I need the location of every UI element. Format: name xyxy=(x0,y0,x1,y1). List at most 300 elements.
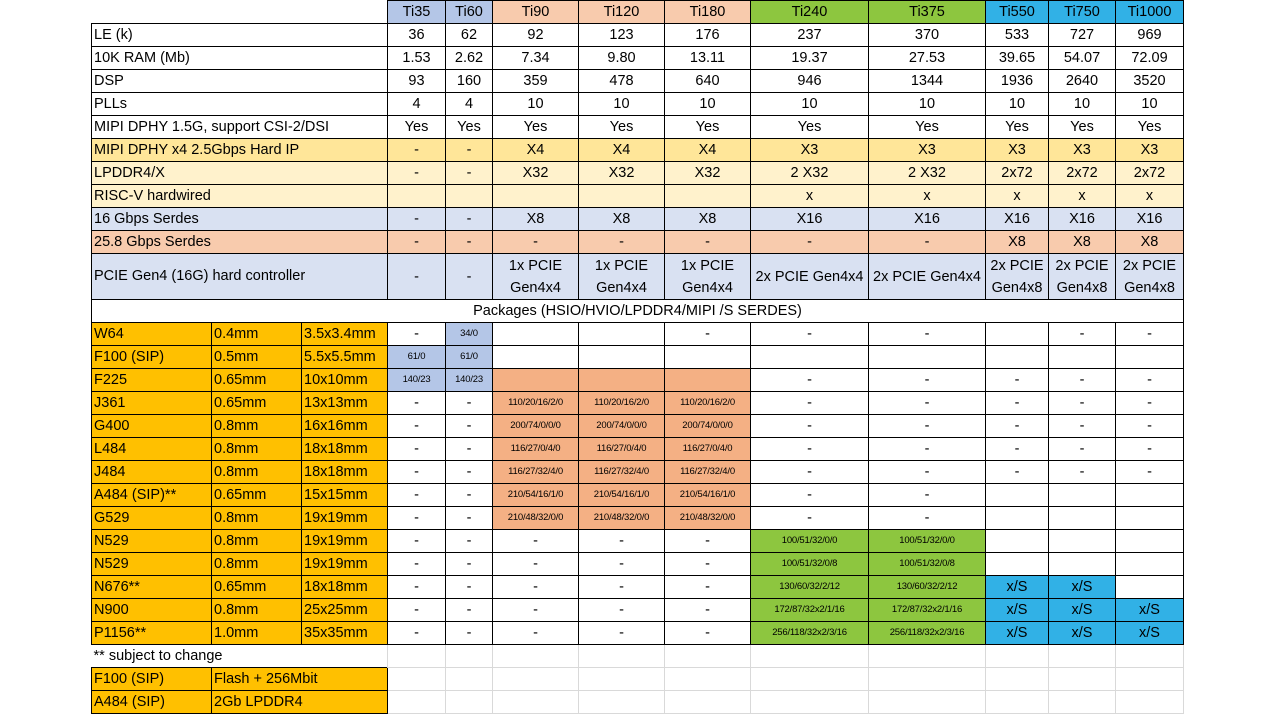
package-value: - xyxy=(869,323,986,346)
spec-value: 2x PCIE Gen4x8 xyxy=(986,254,1049,300)
package-name: P1156** xyxy=(92,622,212,645)
spec-row xyxy=(92,254,1184,300)
empty-cell xyxy=(388,645,446,668)
package-pitch: 0.4mm xyxy=(212,323,302,346)
spec-value: 10 xyxy=(665,93,751,116)
package-value: - xyxy=(446,622,493,645)
package-value: - xyxy=(446,553,493,576)
package-value: - xyxy=(751,461,869,484)
empty-cell xyxy=(1049,691,1116,714)
package-size: 19x19mm xyxy=(302,530,388,553)
package-value: - xyxy=(493,530,579,553)
package-value: - xyxy=(446,438,493,461)
package-value xyxy=(493,323,579,346)
package-value: - xyxy=(751,484,869,507)
spec-value: 2x72 xyxy=(1116,162,1184,185)
spec-value: 72.09 xyxy=(1116,47,1184,70)
package-value xyxy=(1116,553,1184,576)
empty-cell xyxy=(446,691,493,714)
footnote-note: ** subject to change xyxy=(92,645,388,668)
spec-value: 1x PCIE Gen4x4 xyxy=(493,254,579,300)
spec-value: - xyxy=(665,231,751,254)
package-value: 116/27/0/4/0 xyxy=(493,438,579,461)
footnote-item-name: A484 (SIP) xyxy=(92,691,212,714)
package-name: J484 xyxy=(92,461,212,484)
spec-value: X3 xyxy=(869,139,986,162)
empty-cell xyxy=(446,645,493,668)
spec-value: X3 xyxy=(986,139,1049,162)
package-value: 100/51/32/0/8 xyxy=(869,553,986,576)
package-row xyxy=(92,461,1184,484)
empty-cell xyxy=(1116,645,1184,668)
spec-value: 10 xyxy=(579,93,665,116)
device-header-row xyxy=(92,1,1184,24)
spec-value: x xyxy=(751,185,869,208)
spec-label: PCIE Gen4 (16G) hard controller xyxy=(92,254,388,300)
empty-cell xyxy=(579,645,665,668)
package-value xyxy=(579,323,665,346)
package-value: - xyxy=(446,576,493,599)
spec-value: X16 xyxy=(986,208,1049,231)
package-value: - xyxy=(869,438,986,461)
spec-value: - xyxy=(446,162,493,185)
package-value: - xyxy=(493,622,579,645)
package-size: 25x25mm xyxy=(302,599,388,622)
package-size: 10x10mm xyxy=(302,369,388,392)
package-pitch: 0.8mm xyxy=(212,599,302,622)
spec-value: 36 xyxy=(388,24,446,47)
package-value: 116/27/0/4/0 xyxy=(665,438,751,461)
package-value: 140/23 xyxy=(388,369,446,392)
spec-value: X4 xyxy=(579,139,665,162)
package-row xyxy=(92,622,1184,645)
package-name: N676** xyxy=(92,576,212,599)
spec-value: - xyxy=(446,208,493,231)
package-value: - xyxy=(1049,392,1116,415)
spec-row xyxy=(92,47,1184,70)
empty-cell xyxy=(1116,691,1184,714)
device-header: Ti60 xyxy=(446,1,493,24)
package-value: 116/27/32/4/0 xyxy=(493,461,579,484)
package-name: J361 xyxy=(92,392,212,415)
package-value: x/S xyxy=(1116,622,1184,645)
package-value: - xyxy=(1116,323,1184,346)
package-value: - xyxy=(388,507,446,530)
spec-value: 1.53 xyxy=(388,47,446,70)
package-value: - xyxy=(388,530,446,553)
spec-value: 10 xyxy=(986,93,1049,116)
spec-value: X8 xyxy=(986,231,1049,254)
package-value: x/S xyxy=(1049,576,1116,599)
spec-value: X16 xyxy=(751,208,869,231)
package-value: 100/51/32/0/8 xyxy=(751,553,869,576)
spec-value: 2 X32 xyxy=(869,162,986,185)
package-size: 18x18mm xyxy=(302,576,388,599)
package-pitch: 0.8mm xyxy=(212,461,302,484)
package-pitch: 0.65mm xyxy=(212,392,302,415)
package-value: 61/0 xyxy=(388,346,446,369)
spec-value: - xyxy=(446,139,493,162)
package-value: - xyxy=(751,507,869,530)
package-value: - xyxy=(986,438,1049,461)
spec-value: 2640 xyxy=(1049,70,1116,93)
package-value xyxy=(1049,530,1116,553)
package-size: 5.5x5.5mm xyxy=(302,346,388,369)
package-row xyxy=(92,530,1184,553)
package-value: x/S xyxy=(1049,622,1116,645)
empty-cell xyxy=(579,668,665,691)
package-value: 110/20/16/2/0 xyxy=(493,392,579,415)
package-size: 18x18mm xyxy=(302,438,388,461)
package-value: - xyxy=(493,599,579,622)
spec-row xyxy=(92,93,1184,116)
package-value: 200/74/0/0/0 xyxy=(493,415,579,438)
spec-value: - xyxy=(388,208,446,231)
spec-value: 9.80 xyxy=(579,47,665,70)
spec-value: 478 xyxy=(579,70,665,93)
package-value: - xyxy=(493,553,579,576)
package-row xyxy=(92,553,1184,576)
spec-value: X8 xyxy=(579,208,665,231)
spec-value: 2x72 xyxy=(986,162,1049,185)
package-value xyxy=(986,507,1049,530)
package-value xyxy=(1049,553,1116,576)
spec-value: X16 xyxy=(1049,208,1116,231)
device-header: Ti1000 xyxy=(1116,1,1184,24)
spec-value: 2.62 xyxy=(446,47,493,70)
spec-value: Yes xyxy=(986,116,1049,139)
package-pitch: 1.0mm xyxy=(212,622,302,645)
package-value: 140/23 xyxy=(446,369,493,392)
spec-value: 7.34 xyxy=(493,47,579,70)
spec-label: MIPI DPHY x4 2.5Gbps Hard IP xyxy=(92,139,388,162)
package-row xyxy=(92,599,1184,622)
package-value: - xyxy=(986,392,1049,415)
package-value: 256/118/32x2/3/16 xyxy=(751,622,869,645)
spec-value: 370 xyxy=(869,24,986,47)
spec-value xyxy=(446,185,493,208)
spec-value: 237 xyxy=(751,24,869,47)
package-value xyxy=(1116,346,1184,369)
package-value: 200/74/0/0/0 xyxy=(665,415,751,438)
package-value: - xyxy=(446,530,493,553)
spec-label: PLLs xyxy=(92,93,388,116)
spec-value: X4 xyxy=(665,139,751,162)
spec-row xyxy=(92,139,1184,162)
package-row xyxy=(92,415,1184,438)
package-value: - xyxy=(665,553,751,576)
package-value: 100/51/32/0/0 xyxy=(751,530,869,553)
package-value xyxy=(493,369,579,392)
spec-value: X3 xyxy=(1049,139,1116,162)
package-size: 19x19mm xyxy=(302,507,388,530)
empty-cell xyxy=(1116,668,1184,691)
package-value xyxy=(1049,484,1116,507)
package-value xyxy=(986,346,1049,369)
package-value xyxy=(1116,576,1184,599)
package-value: 200/74/0/0/0 xyxy=(579,415,665,438)
package-value xyxy=(579,346,665,369)
footnote-item-row xyxy=(92,668,1184,691)
spec-value: 3520 xyxy=(1116,70,1184,93)
spec-value: X8 xyxy=(665,208,751,231)
spec-value: x xyxy=(1049,185,1116,208)
package-value: 61/0 xyxy=(446,346,493,369)
spec-value: - xyxy=(388,254,446,300)
package-value: - xyxy=(1049,369,1116,392)
package-row xyxy=(92,438,1184,461)
package-value xyxy=(579,369,665,392)
spec-value: 969 xyxy=(1116,24,1184,47)
package-value xyxy=(986,553,1049,576)
fpga-comparison-sheet xyxy=(91,0,1184,714)
empty-cell xyxy=(869,668,986,691)
empty-cell xyxy=(579,691,665,714)
spec-value: 1x PCIE Gen4x4 xyxy=(579,254,665,300)
package-value: - xyxy=(751,438,869,461)
footnote-item-name: F100 (SIP) xyxy=(92,668,212,691)
spec-value: Yes xyxy=(579,116,665,139)
package-pitch: 0.65mm xyxy=(212,576,302,599)
package-value: - xyxy=(388,599,446,622)
package-value: - xyxy=(665,323,751,346)
spec-value: - xyxy=(446,231,493,254)
empty-cell xyxy=(986,668,1049,691)
package-value: - xyxy=(986,369,1049,392)
package-value: - xyxy=(869,392,986,415)
package-pitch: 0.5mm xyxy=(212,346,302,369)
spec-row xyxy=(92,208,1184,231)
spec-value: x xyxy=(1116,185,1184,208)
spec-value: Yes xyxy=(388,116,446,139)
spec-table xyxy=(91,0,1184,714)
package-value xyxy=(986,484,1049,507)
empty-cell xyxy=(665,691,751,714)
package-value: - xyxy=(579,576,665,599)
spec-value: 27.53 xyxy=(869,47,986,70)
spec-value: 13.11 xyxy=(665,47,751,70)
package-value: - xyxy=(1049,323,1116,346)
empty-cell xyxy=(1049,645,1116,668)
package-row xyxy=(92,576,1184,599)
package-value: 130/60/32/2/12 xyxy=(751,576,869,599)
package-size: 35x35mm xyxy=(302,622,388,645)
spec-value: 160 xyxy=(446,70,493,93)
package-value: - xyxy=(388,461,446,484)
spec-value: 2x PCIE Gen4x8 xyxy=(1049,254,1116,300)
package-pitch: 0.8mm xyxy=(212,438,302,461)
package-value: - xyxy=(388,576,446,599)
package-value: - xyxy=(1116,415,1184,438)
spec-value: - xyxy=(388,139,446,162)
spec-value: 2x PCIE Gen4x4 xyxy=(869,254,986,300)
empty-cell xyxy=(388,668,446,691)
package-value: - xyxy=(1116,438,1184,461)
package-value: 210/54/16/1/0 xyxy=(579,484,665,507)
spec-label: LPDDR4/X xyxy=(92,162,388,185)
spec-row xyxy=(92,24,1184,47)
package-value: - xyxy=(388,622,446,645)
package-value: 256/118/32x2/3/16 xyxy=(869,622,986,645)
spec-value: 2 X32 xyxy=(751,162,869,185)
package-value: - xyxy=(388,553,446,576)
spec-value: - xyxy=(579,231,665,254)
package-name: N529 xyxy=(92,530,212,553)
package-value: - xyxy=(665,599,751,622)
package-value: - xyxy=(388,438,446,461)
package-value: 34/0 xyxy=(446,323,493,346)
spec-value: X32 xyxy=(579,162,665,185)
package-value: - xyxy=(388,392,446,415)
package-value: 172/87/32x2/1/16 xyxy=(751,599,869,622)
spec-value: 2x PCIE Gen4x4 xyxy=(751,254,869,300)
package-value: - xyxy=(493,576,579,599)
package-row xyxy=(92,484,1184,507)
package-row xyxy=(92,369,1184,392)
spec-value: X8 xyxy=(1049,231,1116,254)
package-value xyxy=(986,323,1049,346)
package-value: - xyxy=(579,530,665,553)
spec-value: x xyxy=(986,185,1049,208)
package-value: - xyxy=(388,323,446,346)
spec-value xyxy=(493,185,579,208)
package-value: - xyxy=(751,323,869,346)
spec-value: - xyxy=(869,231,986,254)
spec-value: 4 xyxy=(446,93,493,116)
package-value: 110/20/16/2/0 xyxy=(665,392,751,415)
package-value: x/S xyxy=(986,622,1049,645)
spec-value: X3 xyxy=(1116,139,1184,162)
spec-label: MIPI DPHY 1.5G, support CSI-2/DSI xyxy=(92,116,388,139)
empty-cell xyxy=(869,645,986,668)
package-value: - xyxy=(869,507,986,530)
package-value: - xyxy=(1116,392,1184,415)
spec-value: - xyxy=(493,231,579,254)
empty-cell xyxy=(751,668,869,691)
package-value: - xyxy=(869,369,986,392)
spec-value: 10 xyxy=(1116,93,1184,116)
spec-row xyxy=(92,116,1184,139)
packages-header-row xyxy=(92,300,1184,323)
spec-value: - xyxy=(388,162,446,185)
package-name: G400 xyxy=(92,415,212,438)
package-row xyxy=(92,346,1184,369)
spec-value: X3 xyxy=(751,139,869,162)
package-value: 116/27/0/4/0 xyxy=(579,438,665,461)
package-value: - xyxy=(388,484,446,507)
package-value: - xyxy=(579,622,665,645)
package-value: - xyxy=(665,530,751,553)
spec-value: 92 xyxy=(493,24,579,47)
spec-value: Yes xyxy=(446,116,493,139)
package-value: 110/20/16/2/0 xyxy=(579,392,665,415)
package-value: 172/87/32x2/1/16 xyxy=(869,599,986,622)
spec-label: LE (k) xyxy=(92,24,388,47)
package-size: 13x13mm xyxy=(302,392,388,415)
package-value: - xyxy=(869,461,986,484)
spec-value: X16 xyxy=(869,208,986,231)
package-pitch: 0.65mm xyxy=(212,484,302,507)
footnote-item-desc: 2Gb LPDDR4 xyxy=(212,691,388,714)
package-pitch: 0.8mm xyxy=(212,553,302,576)
spec-label: RISC-V hardwired xyxy=(92,185,388,208)
package-value: x/S xyxy=(986,576,1049,599)
spec-value: X8 xyxy=(1116,231,1184,254)
package-name: N529 xyxy=(92,553,212,576)
package-value xyxy=(665,346,751,369)
empty-cell xyxy=(493,691,579,714)
device-header: Ti240 xyxy=(751,1,869,24)
package-value: - xyxy=(446,484,493,507)
spec-value: 946 xyxy=(751,70,869,93)
spec-value: 176 xyxy=(665,24,751,47)
package-size: 18x18mm xyxy=(302,461,388,484)
spec-value xyxy=(388,185,446,208)
spec-value: Yes xyxy=(1049,116,1116,139)
package-value: x/S xyxy=(986,599,1049,622)
empty-cell xyxy=(493,645,579,668)
spec-value: Yes xyxy=(1116,116,1184,139)
spec-value: 727 xyxy=(1049,24,1116,47)
empty-cell xyxy=(665,668,751,691)
spec-value: 62 xyxy=(446,24,493,47)
spec-value: - xyxy=(446,254,493,300)
package-name: G529 xyxy=(92,507,212,530)
empty-cell xyxy=(751,645,869,668)
package-value: - xyxy=(446,507,493,530)
package-value: - xyxy=(388,415,446,438)
spec-value: X32 xyxy=(665,162,751,185)
package-value: - xyxy=(1116,461,1184,484)
package-size: 3.5x3.4mm xyxy=(302,323,388,346)
spec-label: 10K RAM (Mb) xyxy=(92,47,388,70)
spec-value: 4 xyxy=(388,93,446,116)
package-value: 210/54/16/1/0 xyxy=(665,484,751,507)
package-name: A484 (SIP)** xyxy=(92,484,212,507)
package-pitch: 0.8mm xyxy=(212,507,302,530)
spec-row xyxy=(92,231,1184,254)
package-value: - xyxy=(579,599,665,622)
package-value: - xyxy=(751,415,869,438)
package-value xyxy=(1049,346,1116,369)
empty-cell xyxy=(986,645,1049,668)
package-row xyxy=(92,323,1184,346)
package-pitch: 0.8mm xyxy=(212,415,302,438)
package-value: - xyxy=(751,369,869,392)
package-row xyxy=(92,392,1184,415)
device-header: Ti750 xyxy=(1049,1,1116,24)
empty-cell xyxy=(665,645,751,668)
package-value: 210/48/32/0/0 xyxy=(579,507,665,530)
package-value: - xyxy=(869,415,986,438)
package-value: 210/54/16/1/0 xyxy=(493,484,579,507)
spec-value: X4 xyxy=(493,139,579,162)
package-value xyxy=(665,369,751,392)
package-value: - xyxy=(1049,461,1116,484)
footnote-item-desc: Flash + 256Mbit xyxy=(212,668,388,691)
spec-value: Yes xyxy=(493,116,579,139)
spec-value: X8 xyxy=(493,208,579,231)
package-name: W64 xyxy=(92,323,212,346)
package-value xyxy=(751,346,869,369)
footnote-row xyxy=(92,645,1184,668)
spec-value: 93 xyxy=(388,70,446,93)
spec-row xyxy=(92,162,1184,185)
spec-value: Yes xyxy=(869,116,986,139)
package-value: - xyxy=(751,392,869,415)
package-name: F225 xyxy=(92,369,212,392)
package-value: - xyxy=(1116,369,1184,392)
